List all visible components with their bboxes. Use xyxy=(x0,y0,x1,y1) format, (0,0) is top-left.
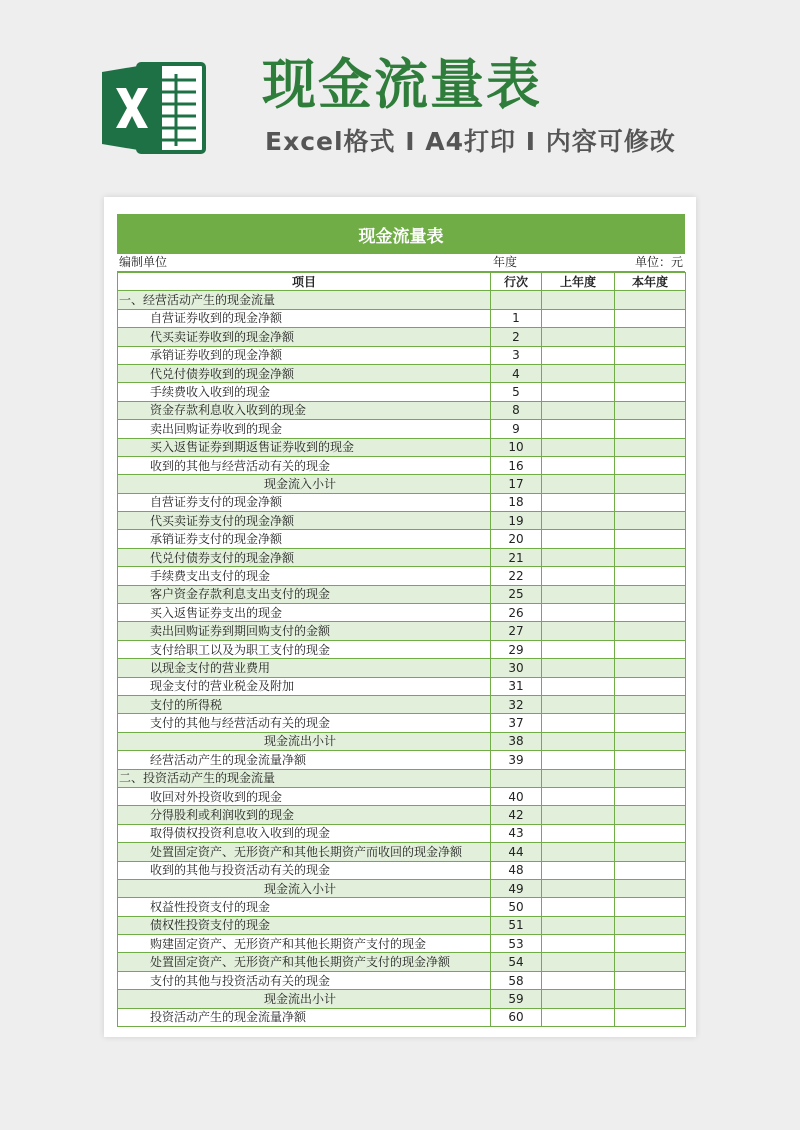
row-item-cell[interactable]: 自营证券收到的现金净额 xyxy=(118,309,491,327)
row-prior-year-cell[interactable] xyxy=(542,640,615,658)
table-row xyxy=(118,898,686,916)
page-subtitle: Excel格式 I A4打印 I 内容可修改 xyxy=(265,127,676,156)
table-row xyxy=(118,787,686,805)
row-current-year-cell[interactable] xyxy=(615,732,686,750)
row-prior-year-cell[interactable] xyxy=(542,456,615,474)
row-line-cell[interactable] xyxy=(491,291,542,309)
row-current-year-cell[interactable] xyxy=(615,695,686,713)
table-row xyxy=(118,309,686,327)
table-row xyxy=(118,953,686,971)
row-item-cell[interactable]: 买入返售证券到期返售证券收到的现金 xyxy=(118,438,491,456)
row-line-cell[interactable]: 26 xyxy=(491,604,542,622)
row-line-cell[interactable]: 20 xyxy=(491,530,542,548)
row-current-year-cell[interactable] xyxy=(615,456,686,474)
row-prior-year-cell[interactable] xyxy=(542,879,615,897)
row-prior-year-cell[interactable] xyxy=(542,475,615,493)
row-line-cell[interactable]: 51 xyxy=(491,916,542,934)
row-item-cell[interactable]: 现金流出小计 xyxy=(118,990,491,1008)
table-row xyxy=(118,861,686,879)
row-current-year-cell[interactable] xyxy=(615,383,686,401)
row-current-year-cell[interactable] xyxy=(615,512,686,530)
row-line-cell[interactable]: 18 xyxy=(491,493,542,511)
row-prior-year-cell[interactable] xyxy=(542,567,615,585)
row-prior-year-cell[interactable] xyxy=(542,898,615,916)
row-line-cell[interactable]: 37 xyxy=(491,714,542,732)
row-current-year-cell[interactable] xyxy=(615,879,686,897)
table-header-row xyxy=(118,273,686,291)
row-line-cell[interactable]: 58 xyxy=(491,971,542,989)
row-line-cell[interactable]: 29 xyxy=(491,640,542,658)
row-item-cell[interactable]: 二、投资活动产生的现金流量 xyxy=(118,769,491,787)
row-item-cell[interactable]: 投资活动产生的现金流量净额 xyxy=(118,1008,491,1026)
row-prior-year-cell[interactable] xyxy=(542,383,615,401)
unit-label: 编制单位 xyxy=(119,255,168,269)
row-current-year-cell[interactable] xyxy=(615,843,686,861)
row-item-cell[interactable]: 现金流入小计 xyxy=(118,879,491,897)
row-current-year-cell[interactable] xyxy=(615,714,686,732)
row-line-cell[interactable]: 8 xyxy=(491,401,542,419)
row-current-year-cell[interactable] xyxy=(615,346,686,364)
row-current-year-cell[interactable] xyxy=(615,567,686,585)
table-row xyxy=(118,843,686,861)
row-prior-year-cell[interactable] xyxy=(542,604,615,622)
table-row xyxy=(118,935,686,953)
row-line-cell[interactable]: 53 xyxy=(491,935,542,953)
row-item-cell[interactable]: 现金流出小计 xyxy=(118,732,491,750)
row-current-year-cell[interactable] xyxy=(615,677,686,695)
row-item-cell[interactable]: 一、经营活动产生的现金流量 xyxy=(118,291,491,309)
row-current-year-cell[interactable] xyxy=(615,493,686,511)
row-prior-year-cell[interactable] xyxy=(542,695,615,713)
row-item-cell[interactable]: 代兑付债券收到的现金净额 xyxy=(118,364,491,382)
row-current-year-cell[interactable] xyxy=(615,990,686,1008)
row-item-cell[interactable]: 卖出回购证券到期回购支付的金额 xyxy=(118,622,491,640)
table-row xyxy=(118,291,686,309)
row-item-cell[interactable]: 手续费支出支付的现金 xyxy=(118,567,491,585)
row-prior-year-cell[interactable] xyxy=(542,787,615,805)
row-item-cell[interactable]: 收到的其他与投资活动有关的现金 xyxy=(118,861,491,879)
row-line-cell[interactable]: 2 xyxy=(491,328,542,346)
cash-flow-table xyxy=(117,272,686,1027)
row-line-cell[interactable]: 38 xyxy=(491,732,542,750)
table-row xyxy=(118,806,686,824)
row-line-cell[interactable]: 19 xyxy=(491,512,542,530)
row-item-cell[interactable]: 代买卖证券支付的现金净额 xyxy=(118,512,491,530)
row-line-cell[interactable]: 22 xyxy=(491,567,542,585)
table-row xyxy=(118,695,686,713)
row-line-cell[interactable]: 21 xyxy=(491,548,542,566)
row-line-cell[interactable]: 16 xyxy=(491,456,542,474)
table-row xyxy=(118,346,686,364)
row-item-cell[interactable]: 收回对外投资收到的现金 xyxy=(118,787,491,805)
row-current-year-cell[interactable] xyxy=(615,824,686,842)
row-prior-year-cell[interactable] xyxy=(542,346,615,364)
row-prior-year-cell[interactable] xyxy=(542,677,615,695)
row-current-year-cell[interactable] xyxy=(615,659,686,677)
row-prior-year-cell[interactable] xyxy=(542,512,615,530)
row-current-year-cell[interactable] xyxy=(615,861,686,879)
row-current-year-cell[interactable] xyxy=(615,787,686,805)
row-line-cell[interactable]: 1 xyxy=(491,309,542,327)
row-item-cell[interactable]: 支付的其他与投资活动有关的现金 xyxy=(118,971,491,989)
row-current-year-cell[interactable] xyxy=(615,604,686,622)
row-item-cell[interactable]: 资金存款利息收入收到的现金 xyxy=(118,401,491,419)
table-row xyxy=(118,659,686,677)
row-current-year-cell[interactable] xyxy=(615,420,686,438)
row-line-cell[interactable]: 60 xyxy=(491,1008,542,1026)
table-row xyxy=(118,604,686,622)
row-prior-year-cell[interactable] xyxy=(542,916,615,934)
row-prior-year-cell[interactable] xyxy=(542,530,615,548)
row-prior-year-cell[interactable] xyxy=(542,309,615,327)
row-line-cell[interactable]: 48 xyxy=(491,861,542,879)
table-row xyxy=(118,751,686,769)
column-header-prior-year: 上年度 xyxy=(542,273,615,291)
table-row xyxy=(118,585,686,603)
row-item-cell[interactable]: 收到的其他与经营活动有关的现金 xyxy=(118,456,491,474)
row-current-year-cell[interactable] xyxy=(615,769,686,787)
table-row xyxy=(118,420,686,438)
row-prior-year-cell[interactable] xyxy=(542,401,615,419)
sheet-banner: 现金流量表 xyxy=(117,214,685,254)
row-line-cell[interactable]: 5 xyxy=(491,383,542,401)
row-item-cell[interactable]: 承销证券收到的现金净额 xyxy=(118,346,491,364)
row-current-year-cell[interactable] xyxy=(615,438,686,456)
row-prior-year-cell[interactable] xyxy=(542,622,615,640)
row-current-year-cell[interactable] xyxy=(615,898,686,916)
row-line-cell[interactable]: 59 xyxy=(491,990,542,1008)
row-item-cell[interactable]: 以现金支付的营业费用 xyxy=(118,659,491,677)
table-row xyxy=(118,916,686,934)
row-current-year-cell[interactable] xyxy=(615,916,686,934)
row-prior-year-cell[interactable] xyxy=(542,585,615,603)
row-current-year-cell[interactable] xyxy=(615,751,686,769)
table-row xyxy=(118,530,686,548)
row-prior-year-cell[interactable] xyxy=(542,659,615,677)
row-item-cell[interactable]: 支付的其他与经营活动有关的现金 xyxy=(118,714,491,732)
row-line-cell[interactable]: 25 xyxy=(491,585,542,603)
row-line-cell[interactable]: 49 xyxy=(491,879,542,897)
table-row xyxy=(118,328,686,346)
row-current-year-cell[interactable] xyxy=(615,530,686,548)
row-item-cell[interactable]: 处置固定资产、无形资产和其他长期资产支付的现金净额 xyxy=(118,953,491,971)
table-row xyxy=(118,383,686,401)
row-prior-year-cell[interactable] xyxy=(542,548,615,566)
table-row xyxy=(118,512,686,530)
row-line-cell[interactable]: 32 xyxy=(491,695,542,713)
row-prior-year-cell[interactable] xyxy=(542,1008,615,1026)
row-line-cell[interactable]: 17 xyxy=(491,475,542,493)
table-row xyxy=(118,879,686,897)
row-prior-year-cell[interactable] xyxy=(542,953,615,971)
row-prior-year-cell[interactable] xyxy=(542,843,615,861)
row-line-cell[interactable]: 44 xyxy=(491,843,542,861)
row-current-year-cell[interactable] xyxy=(615,953,686,971)
row-item-cell[interactable]: 取得债权投资利息收入收到的现金 xyxy=(118,824,491,842)
row-current-year-cell[interactable] xyxy=(615,935,686,953)
table-row xyxy=(118,567,686,585)
page-title: 现金流量表 xyxy=(262,53,542,116)
year-label: 年度 xyxy=(493,255,518,269)
row-line-cell[interactable]: 9 xyxy=(491,420,542,438)
sheet-info-row xyxy=(117,254,685,272)
row-prior-year-cell[interactable] xyxy=(542,328,615,346)
row-prior-year-cell[interactable] xyxy=(542,806,615,824)
row-prior-year-cell[interactable] xyxy=(542,420,615,438)
row-item-cell[interactable]: 卖出回购证券收到的现金 xyxy=(118,420,491,438)
row-prior-year-cell[interactable] xyxy=(542,769,615,787)
row-prior-year-cell[interactable] xyxy=(542,291,615,309)
row-item-cell[interactable]: 购建固定资产、无形资产和其他长期资产支付的现金 xyxy=(118,935,491,953)
column-header-item: 项目 xyxy=(118,273,491,291)
row-line-cell[interactable]: 27 xyxy=(491,622,542,640)
table-row xyxy=(118,990,686,1008)
row-prior-year-cell[interactable] xyxy=(542,751,615,769)
row-item-cell[interactable]: 现金流入小计 xyxy=(118,475,491,493)
row-item-cell[interactable]: 支付的所得税 xyxy=(118,695,491,713)
row-prior-year-cell[interactable] xyxy=(542,438,615,456)
row-prior-year-cell[interactable] xyxy=(542,732,615,750)
table-row xyxy=(118,640,686,658)
row-line-cell[interactable] xyxy=(491,769,542,787)
cash-flow-sheet xyxy=(117,214,685,1027)
row-item-cell[interactable]: 支付给职工以及为职工支付的现金 xyxy=(118,640,491,658)
table-row xyxy=(118,824,686,842)
row-item-cell[interactable]: 手续费收入收到的现金 xyxy=(118,383,491,401)
column-header-line: 行次 xyxy=(491,273,542,291)
column-header-current-year: 本年度 xyxy=(615,273,686,291)
row-current-year-cell[interactable] xyxy=(615,806,686,824)
row-prior-year-cell[interactable] xyxy=(542,824,615,842)
table-row xyxy=(118,401,686,419)
row-current-year-cell[interactable] xyxy=(615,548,686,566)
row-item-cell[interactable]: 处置固定资产、无形资产和其他长期资产而收回的现金净额 xyxy=(118,843,491,861)
table-row xyxy=(118,456,686,474)
row-item-cell[interactable]: 代兑付债券支付的现金净额 xyxy=(118,548,491,566)
table-row xyxy=(118,971,686,989)
row-item-cell[interactable]: 客户资金存款利息支出支付的现金 xyxy=(118,585,491,603)
table-row xyxy=(118,677,686,695)
row-prior-year-cell[interactable] xyxy=(542,971,615,989)
row-prior-year-cell[interactable] xyxy=(542,364,615,382)
table-row xyxy=(118,622,686,640)
row-current-year-cell[interactable] xyxy=(615,585,686,603)
table-row xyxy=(118,438,686,456)
row-prior-year-cell[interactable] xyxy=(542,861,615,879)
table-row xyxy=(118,364,686,382)
row-prior-year-cell[interactable] xyxy=(542,493,615,511)
row-line-cell[interactable]: 40 xyxy=(491,787,542,805)
row-item-cell[interactable]: 经营活动产生的现金流量净额 xyxy=(118,751,491,769)
row-line-cell[interactable]: 10 xyxy=(491,438,542,456)
row-item-cell[interactable]: 权益性投资支付的现金 xyxy=(118,898,491,916)
table-row xyxy=(118,769,686,787)
row-current-year-cell[interactable] xyxy=(615,309,686,327)
currency-label: 单位：元 xyxy=(634,255,683,269)
row-line-cell[interactable]: 43 xyxy=(491,824,542,842)
row-current-year-cell[interactable] xyxy=(615,971,686,989)
table-row xyxy=(118,493,686,511)
row-line-cell[interactable]: 50 xyxy=(491,898,542,916)
excel-logo-icon xyxy=(100,58,210,158)
row-current-year-cell[interactable] xyxy=(615,622,686,640)
table-row xyxy=(118,475,686,493)
table-row xyxy=(118,1008,686,1026)
row-item-cell[interactable]: 自营证券支付的现金净额 xyxy=(118,493,491,511)
row-item-cell[interactable]: 承销证券支付的现金净额 xyxy=(118,530,491,548)
table-row xyxy=(118,732,686,750)
table-row xyxy=(118,714,686,732)
row-line-cell[interactable]: 39 xyxy=(491,751,542,769)
row-line-cell[interactable]: 30 xyxy=(491,659,542,677)
row-line-cell[interactable]: 4 xyxy=(491,364,542,382)
row-line-cell[interactable]: 31 xyxy=(491,677,542,695)
row-item-cell[interactable]: 债权性投资支付的现金 xyxy=(118,916,491,934)
row-line-cell[interactable]: 54 xyxy=(491,953,542,971)
row-current-year-cell[interactable] xyxy=(615,475,686,493)
row-item-cell[interactable]: 现金支付的营业税金及附加 xyxy=(118,677,491,695)
row-current-year-cell[interactable] xyxy=(615,1008,686,1026)
row-item-cell[interactable]: 分得股利或利润收到的现金 xyxy=(118,806,491,824)
row-item-cell[interactable]: 买入返售证券支出的现金 xyxy=(118,604,491,622)
row-prior-year-cell[interactable] xyxy=(542,990,615,1008)
row-current-year-cell[interactable] xyxy=(615,401,686,419)
row-item-cell[interactable]: 代买卖证券收到的现金净额 xyxy=(118,328,491,346)
row-current-year-cell[interactable] xyxy=(615,328,686,346)
row-current-year-cell[interactable] xyxy=(615,640,686,658)
row-prior-year-cell[interactable] xyxy=(542,714,615,732)
row-current-year-cell[interactable] xyxy=(615,364,686,382)
row-line-cell[interactable]: 3 xyxy=(491,346,542,364)
row-current-year-cell[interactable] xyxy=(615,291,686,309)
row-line-cell[interactable]: 42 xyxy=(491,806,542,824)
row-prior-year-cell[interactable] xyxy=(542,935,615,953)
table-row xyxy=(118,548,686,566)
